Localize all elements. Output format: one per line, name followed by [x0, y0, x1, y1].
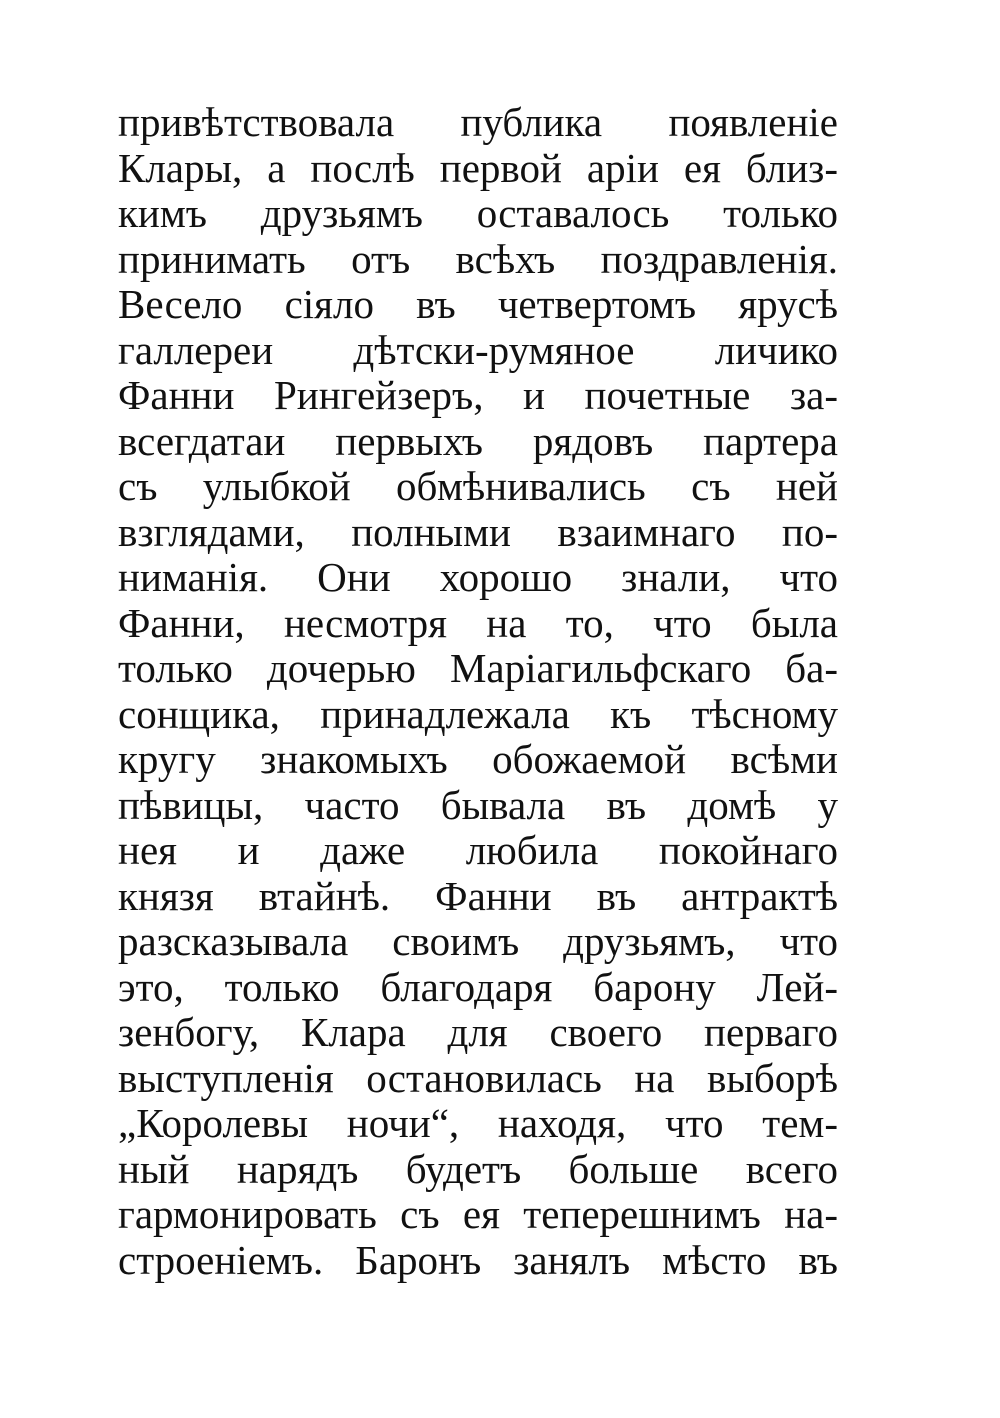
body-text	[118, 100, 838, 1283]
text-line: только дочерью Маріагильфскаго ба-	[118, 645, 838, 691]
text-line: привѣтствовала публика появленіе	[118, 99, 838, 145]
text-line: гармонировать съ ея теперешнимъ на-	[118, 1191, 838, 1237]
text-line: принимать отъ всѣхъ поздравленія.	[118, 235, 838, 282]
text-line: нея и даже любила покойнаго	[118, 827, 838, 873]
text-line: взглядами, полными взаимнаго по-	[118, 508, 838, 555]
text-line: князя втайнѣ. Фанни въ антрактѣ	[118, 872, 838, 919]
text-line: сонщика, принадлежала къ тѣсному	[118, 690, 838, 737]
text-line: „Королевы ночи“, находя, что тем-	[118, 1100, 838, 1146]
text-line: кимъ друзьямъ оставалось только	[118, 190, 838, 236]
text-line: галлереи дѣтски-румяное личико	[118, 326, 838, 373]
text-line: Фанни Рингейзеръ, и почетные за-	[118, 372, 838, 418]
text-line: Весело сіяло въ четвертомъ ярусѣ	[118, 281, 838, 327]
text-line: Фанни, несмотря на то, что была	[118, 599, 838, 646]
text-line: ный нарядъ будетъ больше всего	[118, 1145, 838, 1192]
text-line: Клары, а послѣ первой аріи ея близ-	[118, 144, 838, 191]
text-line: кругу знакомыхъ обожаемой всѣми	[118, 736, 838, 782]
text-line: выступленія остановилась на выборѣ	[118, 1054, 838, 1101]
text-line: ниманія. Они хорошо знали, что	[118, 554, 838, 600]
text-line: разсказывала своимъ друзьямъ, что	[118, 918, 838, 964]
text-line: зенбогу, Клара для своего перваго	[118, 1009, 838, 1055]
text-line: это, только благодаря барону Лей-	[118, 963, 838, 1010]
text-line: всегдатаи первыхъ рядовъ партера	[118, 417, 838, 464]
text-line: строеніемъ. Баронъ занялъ мѣсто въ	[118, 1236, 838, 1283]
text-line: пѣвицы, часто бывала въ домѣ у	[118, 781, 838, 828]
text-line: съ улыбкой обмѣнивались съ ней	[118, 463, 838, 509]
